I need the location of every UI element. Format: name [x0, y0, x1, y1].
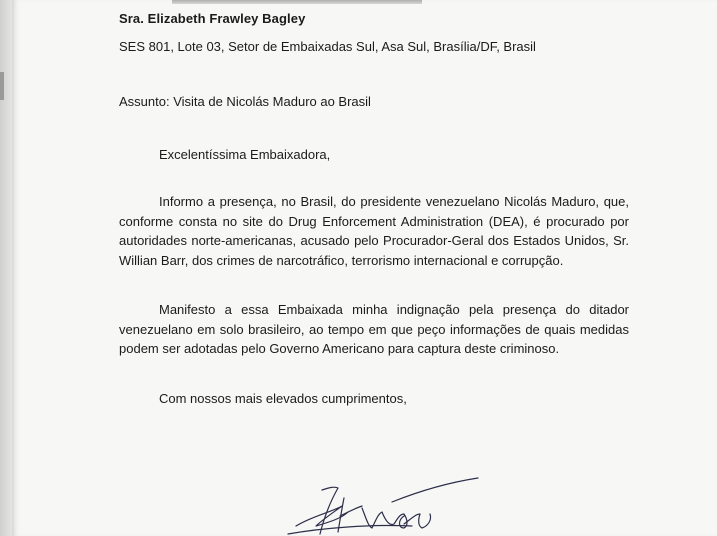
- cut-off-header-line: [172, 0, 422, 4]
- handwritten-signature: [282, 468, 492, 536]
- paragraph-2: Manifesto a essa Embaixada minha indignação pela presença do ditador venezuelano em solo brasileiro, ao tempo em que peço informações de quais medidas podem ser adotadas pelo Governo Americano para captura deste criminoso.: [119, 302, 629, 356]
- page-edge: [0, 0, 12, 536]
- paragraph-1: Informo a presença, no Brasil, do presidente venezuelano Nicolás Maduro, que, conforme consta no site do Drug Enforcement Administration (DEA), é procurado por autoridades norte-americanas, acusado pelo Procurador-Geral dos Estados Unidos, Sr. Willian Barr, dos crimes de narcotráfico, terrorismo internacional e corrupção.: [119, 194, 629, 268]
- margin-mark: [0, 72, 4, 100]
- recipient-name: Sra. Elizabeth Frawley Bagley: [119, 11, 306, 26]
- subject-line: Assunto: Visita de Nicolás Maduro ao Brasil: [119, 94, 371, 109]
- closing-line: Com nossos mais elevados cumprimentos,: [159, 391, 407, 406]
- letter-page: [12, 0, 717, 536]
- salutation: Excelentíssima Embaixadora,: [159, 147, 331, 162]
- recipient-address: SES 801, Lote 03, Setor de Embaixadas Sul, Asa Sul, Brasília/DF, Brasil: [119, 39, 536, 54]
